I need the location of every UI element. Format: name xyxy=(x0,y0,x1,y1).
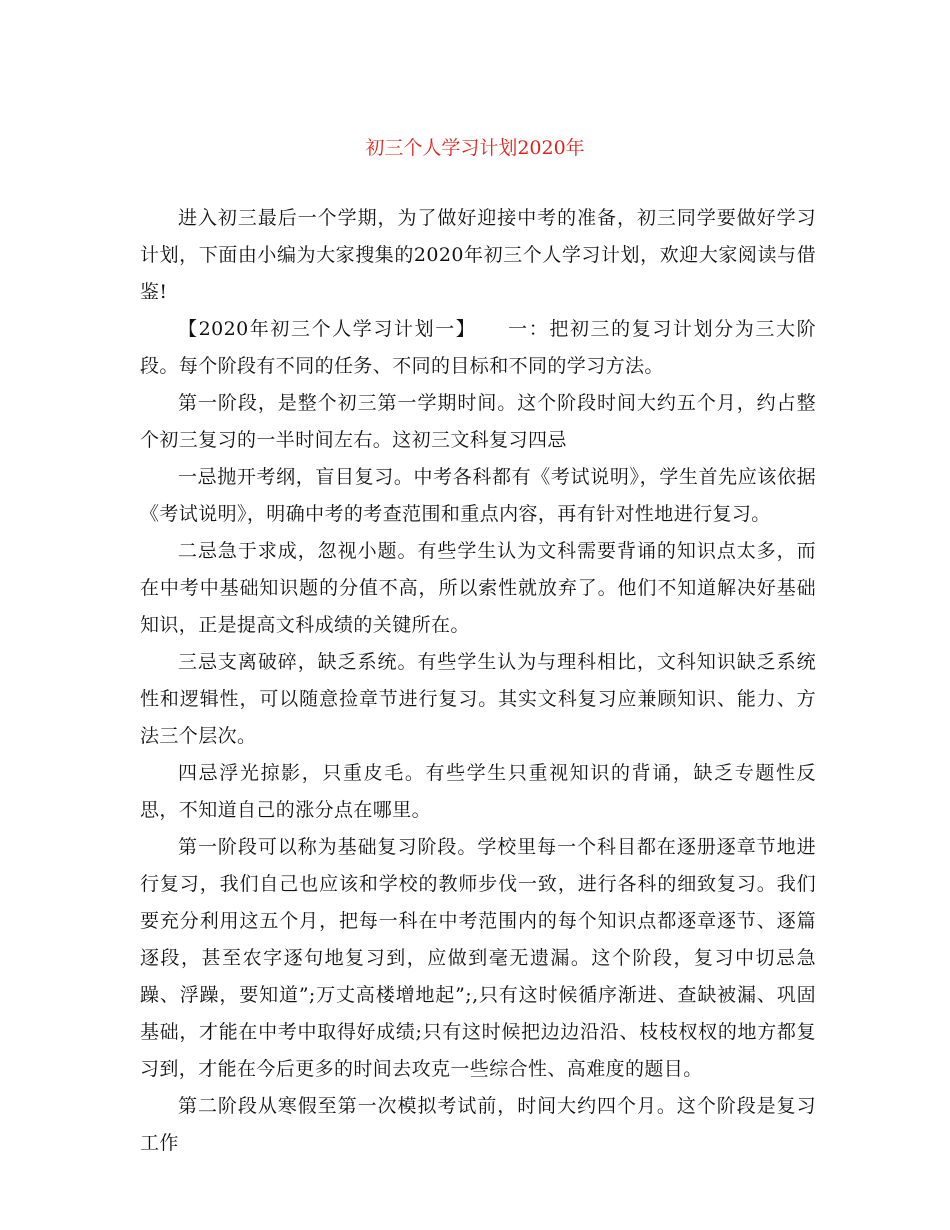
paragraph: 三忌支离破碎，缺乏系统。有些学生认为与理科相比，文科知识缺乏系统性和逻辑性，可以随意捡章节进行复习。其实文科复习应兼顾知识、能力、方法三个层次。 xyxy=(140,651,816,747)
paragraph: 进入初三最后一个学期，为了做好迎接中考的准备，初三同学要做好学习计划，下面由小编为大家搜集的2020年初三个人学习计划，欢迎大家阅读与借鉴! xyxy=(140,207,816,303)
paragraph: 第一阶段可以称为基础复习阶段。学校里每一个科目都在逐册逐章节地进行复习，我们自己也应该和学校的教师步伐一致，进行各科的细致复习。我们要充分利用这五个月，把每一科在中考范围内的每个知识点都逐章逐节、逐篇逐段，甚至农字逐句地复习到，应做到毫无遗漏。这个阶段，复习中切忌急躁、浮躁，要知道”;万丈高楼增地起”;,只有这时候循序渐进、查缺被漏、巩固基础，才能在中考中取得好成绩;只有这时候把边边沿沿、枝枝杈杈的地方都复习到，才能在今后更多的时间去攻克一些综合性、高难度的题目。 xyxy=(140,836,816,1080)
paragraph: 【2020年初三个人学习计划一】 一：把初三的复习计划分为三大阶段。每个阶段有不同的任务、不同的目标和不同的学习方法。 xyxy=(140,318,816,377)
paragraph: 第二阶段从寒假至第一次模拟考试前，时间大约四个月。这个阶段是复习工作 xyxy=(140,1095,816,1154)
paragraph: 四忌浮光掠影，只重皮毛。有些学生只重视知识的背诵，缺乏专题性反思，不知道自己的涨分点在哪里。 xyxy=(140,762,816,821)
document-title: 初三个人学习计划2020年 xyxy=(365,137,585,159)
paragraph: 二忌急于求成，忽视小题。有些学生认为文科需要背诵的知识点太多，而在中考中基础知识题的分值不高，所以索性就放弃了。他们不知道解决好基础知识，正是提高文科成绩的关键所在。 xyxy=(140,540,816,636)
document-body xyxy=(140,200,816,1162)
paragraph: 一忌抛开考纲，盲目复习。中考各科都有《考试说明》，学生首先应该依据《考试说明》，明确中考的考查范围和重点内容，再有针对性地进行复习。 xyxy=(140,466,816,525)
paragraph: 第一阶段，是整个初三第一学期时间。这个阶段时间大约五个月，约占整个初三复习的一半时间左右。这初三文科复习四忌 xyxy=(140,392,816,451)
